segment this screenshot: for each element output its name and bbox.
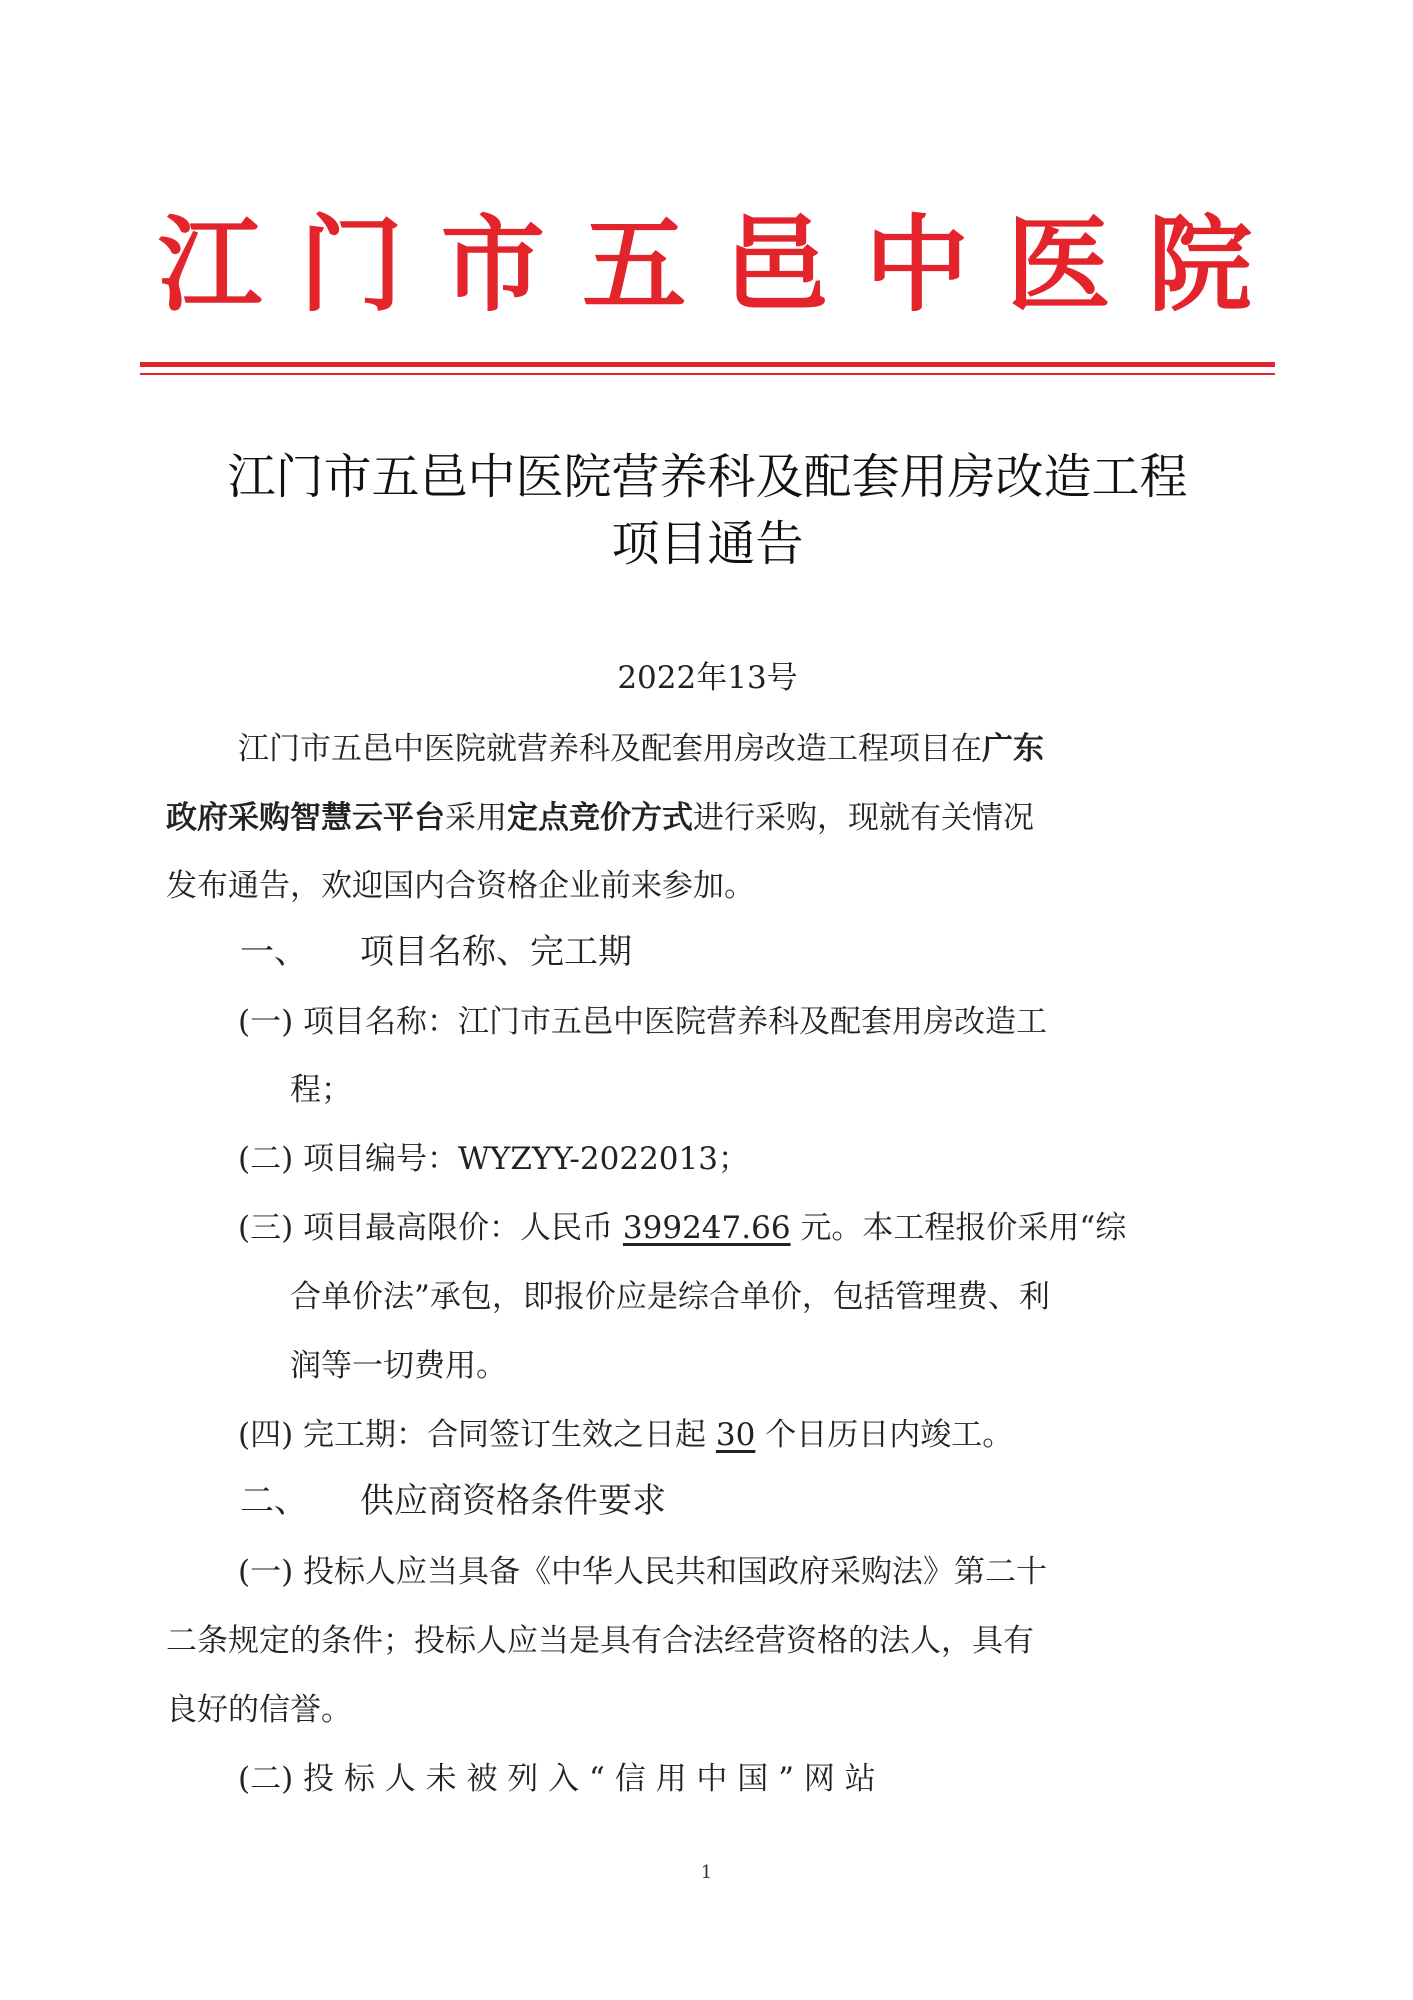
section-1-number: 一、: [240, 932, 308, 972]
section-2-item-1-line-1: (一) 投标人应当具备《中华人民共和国政府采购法》第二十: [238, 1554, 1048, 1590]
masthead-char: 医: [1006, 203, 1111, 326]
item-3-text: 元。本工程报价采用“综: [790, 1210, 1127, 1246]
section-1-item-4: [238, 1413, 1013, 1457]
masthead-rule-thick: [140, 362, 1275, 367]
max-price: 399247.66: [622, 1210, 791, 1246]
section-2-item-2-line-1: (二) 投 标 人 未 被 列 入 “ 信 用 中 国 ” 网 站: [238, 1761, 876, 1797]
masthead: [150, 205, 1260, 325]
section-1-item-3-line-3: 润等一切费用。: [290, 1348, 507, 1384]
section-2-number: 二、: [240, 1481, 308, 1521]
document-number: 2022年13号: [617, 660, 798, 696]
section-1-item-3-line-1: [238, 1206, 1126, 1250]
section-2-heading: 供应商资格条件要求: [360, 1481, 666, 1521]
intro-bold: 政府采购智慧云平台: [166, 800, 445, 836]
masthead-char: 江: [157, 203, 262, 326]
intro-bold: 广东: [982, 731, 1044, 767]
item-4-text: 个日历日内竣工。: [755, 1417, 1014, 1453]
document-title-line-2: 项目通告: [611, 516, 804, 572]
masthead-char: 中: [865, 203, 970, 326]
section-1-item-3-line-2: 合单价法”承包，即报价应是综合单价，包括管理费、利: [290, 1279, 1050, 1315]
document-title-line-1: 江门市五邑中医院营养科及配套用房改造工程: [227, 449, 1188, 505]
section-1-heading: 项目名称、完工期: [360, 932, 632, 972]
page-number: 1: [700, 1862, 713, 1883]
masthead-char: 门: [299, 203, 404, 326]
section-2-item-1-line-2: 二条规定的条件；投标人应当是具有合法经营资格的法人，具有: [166, 1623, 1034, 1659]
item-4-text: (四) 完工期：合同签订生效之日起: [238, 1417, 716, 1453]
intro-text: 进行采购，现就有关情况: [693, 800, 1034, 836]
section-2-item-1-line-3: 良好的信誉。: [166, 1692, 352, 1728]
masthead-char: 院: [1147, 203, 1252, 326]
intro-text: 采用: [445, 800, 507, 836]
intro-text: 江门市五邑中医院就营养科及配套用房改造工程项目在: [238, 731, 982, 767]
masthead-char: 市: [440, 203, 545, 326]
masthead-char: 邑: [723, 203, 828, 326]
masthead-rule-thin: [140, 373, 1275, 375]
intro-line-1: [238, 727, 1044, 771]
section-1-item-1-line-2: 程；: [290, 1072, 352, 1108]
intro-bold: 定点竞价方式: [507, 800, 693, 836]
completion-days: 30: [715, 1417, 756, 1453]
masthead-char: 五: [582, 203, 687, 326]
section-1-item-2: (二) 项目编号：WYZYY-2022013；: [238, 1141, 749, 1177]
section-1-item-1-line-1: (一) 项目名称：江门市五邑中医院营养科及配套用房改造工: [238, 1004, 1048, 1040]
intro-line-3: 发布通告，欢迎国内合资格企业前来参加。: [166, 868, 755, 904]
intro-line-2: [166, 796, 1034, 840]
item-3-text: (三) 项目最高限价：人民币: [238, 1210, 623, 1246]
